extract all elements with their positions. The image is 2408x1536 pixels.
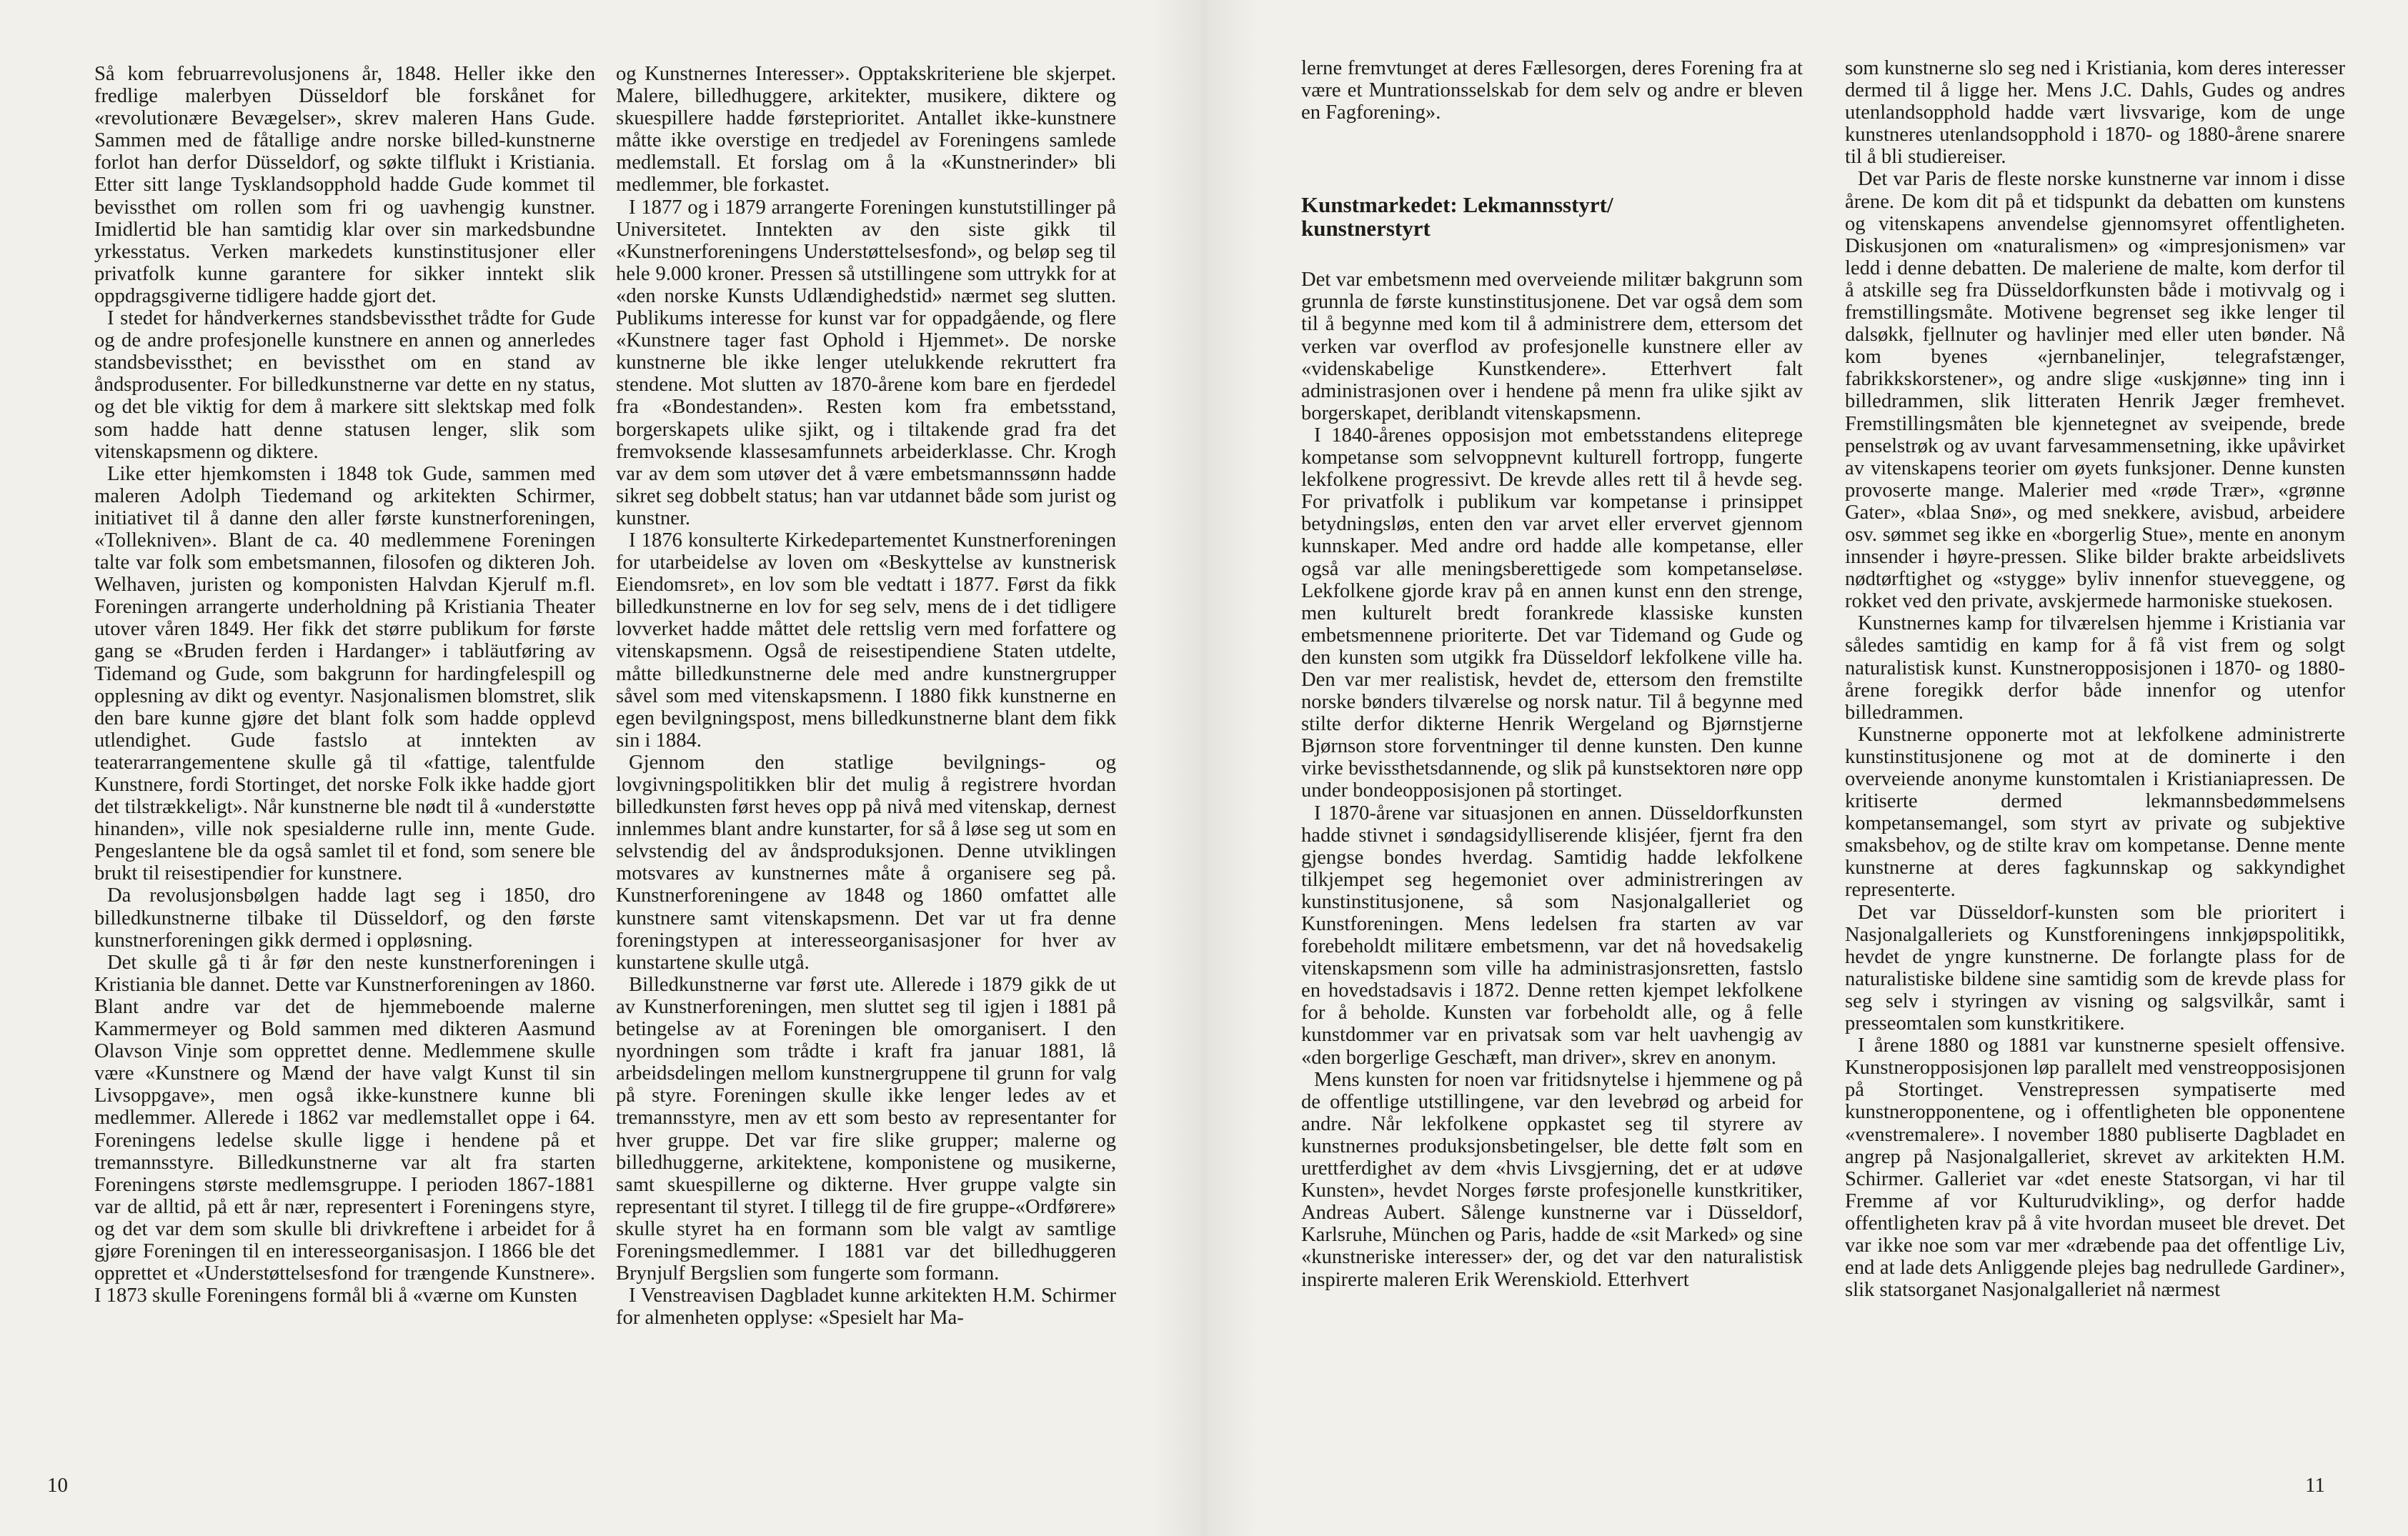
left-page-column-1 (94, 63, 595, 1307)
paragraph: som kunstnerne slo seg ned i Kristiania, kom deres interesser dermed til å ligge her. Mens J.C. Dahls, Gudes og andres utenlandsopphold hadde vært livsvarige, kom de unge kunstneres utenlandsopphold i 1870- og 1880-årene snarere til å bli studiereiser. (1845, 57, 2345, 169)
paragraph: Like etter hjemkomsten i 1848 tok Gude, sammen med maleren Adolph Tiedemand og arkitekten Schirmer, initiativet til å danne den aller første kunstnerforeningen, «Tollekniven». Blant de ca. 40 medlemmene Foreningen talte var folk som embetsmannen, filosofen og dikteren Joh. Welhaven, juristen og komponisten Halvdan Kjerulf m.fl. Foreningen arrangerte underholdning på Kristiania Theater utover våren 1849. Her fikk det større publikum for første gang se «Bruden ferden i Hardanger» i tabläutføring av Tidemand og Gude, som bakgrunn for hardingfelespill og opplesning av dikt og eventyr. Nasjonalismen blomstret, slik den bare kunne gjøre det blant folk som hadde opplevd utlendighet. Gude fastslo at inntekten av teaterarrangementene skulle gå til «fattige, talentfulde Kunstnere, fordi Stortinget, det norske Folk ikke hadde gjort det tilstrækkeligt». Når kunstnerne ble nødt til å «understøtte hinanden», ville nok spesialderne rulle inn, mente Gude. Pengeslantene ble da også samlet til et fond, som senere ble brukt til reisestipendier for kunstnere. (94, 462, 595, 885)
paragraph: Billedkunstnerne var først ute. Allerede i 1879 gikk de ut av Kunstnerforeningen, men sluttet seg til igjen i 1881 på betingelse av at Foreningen ble omorganisert. I den nyordningen som trådte i kraft fra januar 1881, lå arbeidsdelingen mellom kunstnergruppene til grunn for valg på styre. Foreningen skulle ikke lenger ledes av et tremannsstyre, men av ett som besto av representanter for hver gruppe. Det var fire slike grupper; malerne og billedhuggerne, arkitektene, komponistene og musikerne, samt skuespillerne og dikterne. Hver gruppe valgte sin representant til styret. I tillegg til de fire gruppe-«Ordførere» skulle styret ha en formann som ble valgt av samtlige Foreningsmedlemmer. I 1881 var det billedhuggeren Brynjulf Bergslien som fungerte som formann. (616, 973, 1116, 1285)
paragraph: I 1877 og i 1879 arrangerte Foreningen kunstutstillinger på Universitetet. Inntekten av den siste gikk til «Kunstnerforeningens Understøttelsesfond», og beløp seg til hele 9.000 kroner. Pressen så utstillingene som uttrykk for at «den norske Kunsts Udlændighedstid» nærmet seg slutten. Publikums interesse for kunst var for oppadgående, og flere «Kunstnere tager fast Ophold i Hjemmet». De norske kunstnerne ble ikke lenger utelukkende rekruttert fra stendene. Mot slutten av 1870-årene kom bare en fjerdedel fra «Bondestanden». Resten kom fra embetsstand, borgerskapets ulike sjikt, og i tiltakende grad fra det fremvoksende klassesamfunnets arbeiderklasse. Chr. Krogh var av dem som utøver det å være embetsmannssønn hadde sikret seg dobbelt status; han var utdannet både som jurist og kunstner. (616, 196, 1116, 529)
paragraph: og Kunstnernes Interesser». Opptakskriteriene ble skjerpet. Malere, billedhuggere, arkitekter, musikere, diktere og skuespillere hadde førsteprioritet. Antallet ikke-kunstnere måtte ikke overstige en tredjedel av Foreningens samlede medlemstall. Et forslag om å la «Kunstnerinder» bli medlemmer, ble forkastet. (616, 63, 1116, 196)
page-number-left: 10 (47, 1474, 68, 1497)
paragraph: Det var embetsmenn med overveiende militær bakgrunn som grunnla de første kunstinstitusjonene. Det var også dem som til å begynne med kom til å administrere dem, ettersom det verken var overflod av profesjonelle kunstnere eller av «videnskabelige Kunstkendere». Etterhvert falt administrasjonen over i hendene på menn fra ulike sjikt av borgerskapet, deriblandt vitenskapsmenn. (1301, 269, 1803, 424)
section-heading-line: Kunstmarkedet: Lekmannsstyrt/ (1301, 192, 1613, 218)
section-heading (1301, 193, 1803, 240)
page-number-right: 11 (2305, 1474, 2325, 1497)
paragraph: Kunstnerne opponerte mot at lekfolkene administrerte kunstinstitusjonene og mot at de dominerte i den overveiende anonyme kunstomtalen i Kristianiapressen. De kritiserte dermed lekmannsbedømmelsens kompetansemangel, som styrt av private og subjektive smaksbehov, og de stilte krav om kompetanse. Denne mente kunstnerne at deres fagkunnskap og sakkyndighet representerte. (1845, 723, 2345, 902)
paragraph: Kunstnernes kamp for tilværelsen hjemme i Kristiania var således samtidig en kamp for å få vist frem og solgt naturalistisk kunst. Kunstneropposisjonen i 1870- og 1880-årene foregikk derfor både innenfor og utenfor billedrammen. (1845, 612, 2345, 724)
paragraph: I 1840-årenes opposisjon mot embetsstandens eliteprege kompetanse som selvoppnevnt kulturell fortropp, fungerte lekfolkene progressivt. De krevde alles rett til å hevde seg. For privatfolk i publikum var kompetanse i prinsippet betydningsløs, enten den var arvet eller ervervet gjennom kunnskaper. Med andre ord hadde alle kompetanse, eller også var alle meningsberettigede som kompetanseløse. Lekfolkene gjorde krav på en annen kunst enn den strenge, men kulturelt bredt forankrede klassiske kunsten embetsmennene prioriterte. Det var Tidemand og Gude og den kunsten som utgikk fra Düsseldorf lekfolkene ville ha. Den var mer realistisk, hevdet de, ettersom den fremstilte norske bønders tilværelse og norsk natur. Til å begynne med stilte derfor dikterne Henrik Wergeland og Bjørnstjerne Bjørnson store forventninger til denne kunsten. Den kunne virke bevissthetsdannende, og slik på kunstsektoren nøre opp under bondeopposisjonen på stortinget. (1301, 424, 1803, 802)
paragraph: Så kom februarrevolusjonens år, 1848. Heller ikke den fredlige malerbyen Düsseldorf ble forskånet for «revolutionære Bevægelser», skrev maleren Hans Gude. Sammen med de fåtallige andre norske billed-kunstnerne forlot han derfor Düsseldorf, og søkte tilflukt i Kristiania. Etter sitt lange Tysklandsopphold hadde Gude kommet til bevissthet om rollen som fri og uavhengig kunstner. Imidlertid ble han samtidig klar over sin markedsbundne yrkesstatus. Verken markedets kunstinstitusjoner eller privatfolk kunne garantere for sikker inntekt slik oppdragsgiverne tidligere hadde gjort det. (94, 63, 595, 307)
paragraph: I Venstreavisen Dagbladet kunne arkitekten H.M. Schirmer for almenheten opplyse: «Spesielt har Ma- (616, 1285, 1116, 1330)
right-page-column-2 (1845, 57, 2345, 1301)
section-heading-line: kunstnerstyrt (1301, 216, 1431, 241)
paragraph: Det var Paris de fleste norske kunstnerne var innom i disse årene. De kom dit på et tidspunkt da debatten om kunstens og vitenskapens anvendelse gjennomsyret offentligheten. Diskusjonen om «naturalismen» og «impresjonismen» var ledd i denne debatten. De maleriene de malte, kom derfor til å atskille seg fra Düsseldorfkunsten både i motivvalg og i fremstillingsmåte. Motivene begrenset seg ikke lenger til dalsøkk, fjellnuter og havlinjer med eller uten bønder. Nå kom byenes «jernbanelinjer, telegrafstænger, fabrikkskorstener», og andre slige «uskjønne» ting inn i billedrammen, slik litteraten Henrik Jæger fremhevet. Fremstillingsmåten ble kjennetegnet av sveipende, brede penselstrøk og av uvant farvesammensetning, ikke upåvirket av vitenskapens teorier om øyets funksjoner. Denne kunsten provoserte mange. Malerier med «røde Trær», «grønne Gater», «blaa Snø», og med snekkere, avisbud, arbeidere osv. sømmet seg ikke en «borgerlig Stue», mente en anonym innsender i høyre-pressen. Slike bilder brakte arbeidslivets nødtørftighet og «stygge» byliv innenfor stueveggene, og rokket ved den private, avskjermede harmoniske stuekosen. (1845, 168, 2345, 613)
left-page-column-2 (616, 63, 1116, 1329)
paragraph: Mens kunsten for noen var fritidsnytelse i hjemmene og på de offentlige utstillingene, var den levebrød og arbeid for andre. Når lekfolkene oppkastet seg til styrere av kunstnernes produksjonsbetingelser, ble dette følt som en urettferdighet av dem «hvis Livsgjerning, det er at udøve Kunsten», hevdet Norges første profesjonelle kunstkritiker, Andreas Aubert. Sålenge kunstnerne var i Düsseldorf, Karlsruhe, München og Paris, hadde de «sit Marked» og sine «kunstneriske interesser» der, og det var den naturalistisk inspirerte maleren Erik Werenskiold. Etterhvert (1301, 1068, 1803, 1291)
paragraph: I årene 1880 og 1881 var kunstnerne spesielt offensive. Kunstneropposisjonen løp parallelt med venstreopposisjonen på Stortinget. Venstrepressen sympatiserte med kunstneropponentene, og i offentligheten ble opponentene «venstremalere». I november 1880 publiserte Dagbladet en angrep på Nasjonalgalleriet, skrevet av arkitekten H.M. Schirmer. Galleriet var «det eneste Statsorgan, vi har til Fremme af vor Kulturudvikling», og derfor hadde offentligheten krav på å vite hvordan museet ble drevet. Det var ikke noe som var mer «dræbende paa det offentlige Liv, end at lade dets Anliggende plejes bag nedrullede Gardiner», slik statsorganet Nasjonalgalleriet nå nærmest (1845, 1034, 2345, 1302)
paragraph: Gjennom den statlige bevilgnings- og lovgivningspolitikken blir det mulig å registrere hvordan billedkunsten først heves opp på nivå med vitenskap, dernest innlemmes blant andre kunstarter, for så å løse seg ut som en selvstendig del av åndsproduksjonen. Denne utviklingen motsvares av kunstnernes måte å organisere seg på. Kunstnerforeningene av 1848 og 1860 omfattet alle kunstnere samt vitenskapsmenn. Det var ut fra denne foreningstypen at interesseorganisasjoner for hver av kunstartene skulle utgå. (616, 751, 1116, 974)
paragraph: Det var Düsseldorf-kunsten som ble prioritert i Nasjonalgalleriets og Kunstforeningens innkjøpspolitikk, hevdet de yngre kunstnerne. De forlangte plass for de naturalistiske bildene sine samtidig som de krevde plass for seg selv i styringen av visning og salgsvilkår, samt i presseomtalen som kunstkritikere. (1845, 901, 2345, 1035)
right-page-column-1 (1301, 57, 1803, 1291)
paragraph: Da revolusjonsbølgen hadde lagt seg i 1850, dro billedkunstnerne tilbake til Düsseldorf, og den første kunstnerforeningen gikk dermed i oppløsning. (94, 884, 595, 952)
paragraph: I stedet for håndverkernes standsbevissthet trådte for Gude og de andre profesjonelle kunstnere en annen og annerledes standsbevissthet; en bevissthet om en stand av åndsprodusenter. For billedkunstnerne var dette en ny status, og det ble viktig for dem å markere sitt slektskap med folk som hadde hatt denne statusen lenger, slik som vitenskapsmenn og diktere. (94, 307, 595, 463)
paragraph: Det skulle gå ti år før den neste kunstnerforeningen i Kristiania ble dannet. Dette var Kunstnerforeningen av 1860. Blant andre var det de hjemmeboende malerne Kammermeyer og Bold sammen med dikteren Aasmund Olavson Vinje som opprettet denne. Medlemmene skulle være «Kunstnere og Mænd der have valgt Kunst til sin Livsoppgave», men også ikke-kunstnere kunne bli medlemmer. Allerede i 1862 var medlemstallet oppe i 64. Foreningens ledelse skulle ligge i hendene på et tremannsstyre. Billedkunstnerne var alt fra starten Foreningens største medlemsgruppe. I perioden 1867-1881 var de alltid, på ett år nær, representert i Foreningens styre, og det var dem som skulle bli drivkreftene i arbeidet for å gjøre Foreningen til en interesseorganisasjon. I 1866 ble det opprettet et «Understøttelsesfond for trængende Kunstnere». I 1873 skulle Foreningens formål bli å «værne om Kunsten (94, 951, 595, 1307)
book-gutter-shadow (1150, 0, 1258, 1536)
paragraph: I 1870-årene var situasjonen en annen. Düsseldorfkunsten hadde stivnet i søndagsidylliserende klisjéer, fjernt fra den gjengse bondes hverdag. Samtidig hadde lekfolkene tilkjempet seg hegemoniet over administreringen av kunstinstitusjonene, så som Nasjonalgalleriet og Kunstforeningen. Mens ledelsen fra starten av var forebeholdt militære embetsmenn, var det nå hovedsakelig vitenskapsmenn som ville ha administrasjonsretten, fastslo en hovedstadsavis i 1872. Denne retten kjempet lekfolkene for å beholde. Kunsten var forbeholdt alle, og å felle kunstdommer var en privatsak som var helt uavhengig av «den borgerlige Geschæft, man driver», skrev en anonym. (1301, 802, 1803, 1069)
paragraph: lerne fremvtunget at deres Fællesorgen, deres Forening fra at være et Muntrationsselskab for dem selv og andre er bleven en Fagforening». (1301, 57, 1803, 124)
paragraph: I 1876 konsulterte Kirkedepartementet Kunstnerforeningen for utarbeidelse av loven om «Beskyttelse av kunstnerisk Eiendomsret», en lov som ble vedtatt i 1877. Først da fikk billedkunstnerne en lov for seg selv, mens de i det tidligere lovverket hadde måttet dele rettslig vern med forfattere og vitenskapsmenn. Også de reisestipendiene Staten utdelte, måtte billedkunstnerne dele med andre kunstnergrupper såvel som med vitenskapsmenn. I 1880 fikk kunstnerne en egen bevilgningspost, mens billedkunstnerne blant dem fikk sin i 1884. (616, 529, 1116, 752)
